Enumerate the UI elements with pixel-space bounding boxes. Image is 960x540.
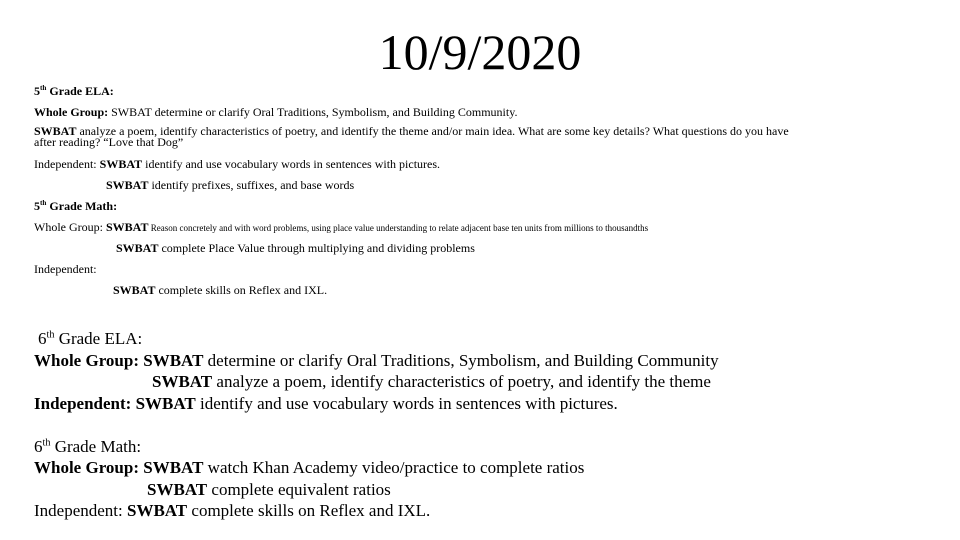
- g5-ela-whole-group: Whole Group: SWBAT determine or clarify Oral Traditions, Symbolism, and Building Community.: [34, 105, 518, 119]
- g5-math-whole-group: Whole Group: SWBAT Reason concretely and with word problems, using place value understanding to relate adjacent base ten units from millions to thousandths: [34, 220, 649, 234]
- g6-ela-heading: 6th Grade ELA:: [38, 329, 143, 348]
- g5-math-heading: 5th Grade Math:: [34, 199, 118, 213]
- g6-math-equivalent: SWBAT complete equivalent ratios: [147, 480, 391, 499]
- g6-ela-analyze: SWBAT analyze a poem, identify characteristics of poetry, and identify the theme: [152, 372, 711, 391]
- g6-ela-independent: Independent: SWBAT identify and use vocabulary words in sentences with pictures.: [34, 394, 618, 413]
- g5-ela-prefixes: SWBAT identify prefixes, suffixes, and base words: [106, 178, 355, 192]
- g5-ela-heading: 5th Grade ELA:: [34, 84, 114, 98]
- g6-math-independent: Independent: SWBAT complete skills on Reflex and IXL.: [34, 501, 431, 520]
- g5-ela-analyze-line-2: after reading? “Love that Dog”: [34, 135, 184, 149]
- g5-ela-analyze-line-1: SWBAT analyze a poem, identify characteristics of poetry, and identify the theme and/or main idea. What are some key details? What questions do you have: [34, 124, 789, 138]
- g5-math-place-value: SWBAT complete Place Value through multiplying and dividing problems: [116, 241, 475, 255]
- g5-math-independent-label: Independent:: [34, 262, 97, 276]
- g6-ela-whole-group: Whole Group: SWBAT determine or clarify Oral Traditions, Symbolism, and Building Community: [34, 351, 719, 370]
- g6-math-heading: 6th Grade Math:: [34, 437, 142, 456]
- g5-math-skills: SWBAT complete skills on Reflex and IXL.: [113, 283, 328, 297]
- g6-math-whole-group: Whole Group: SWBAT watch Khan Academy video/practice to complete ratios: [34, 458, 585, 477]
- g5-ela-independent: Independent: SWBAT identify and use vocabulary words in sentences with pictures.: [34, 157, 441, 171]
- page-title: 10/9/2020: [378, 24, 582, 80]
